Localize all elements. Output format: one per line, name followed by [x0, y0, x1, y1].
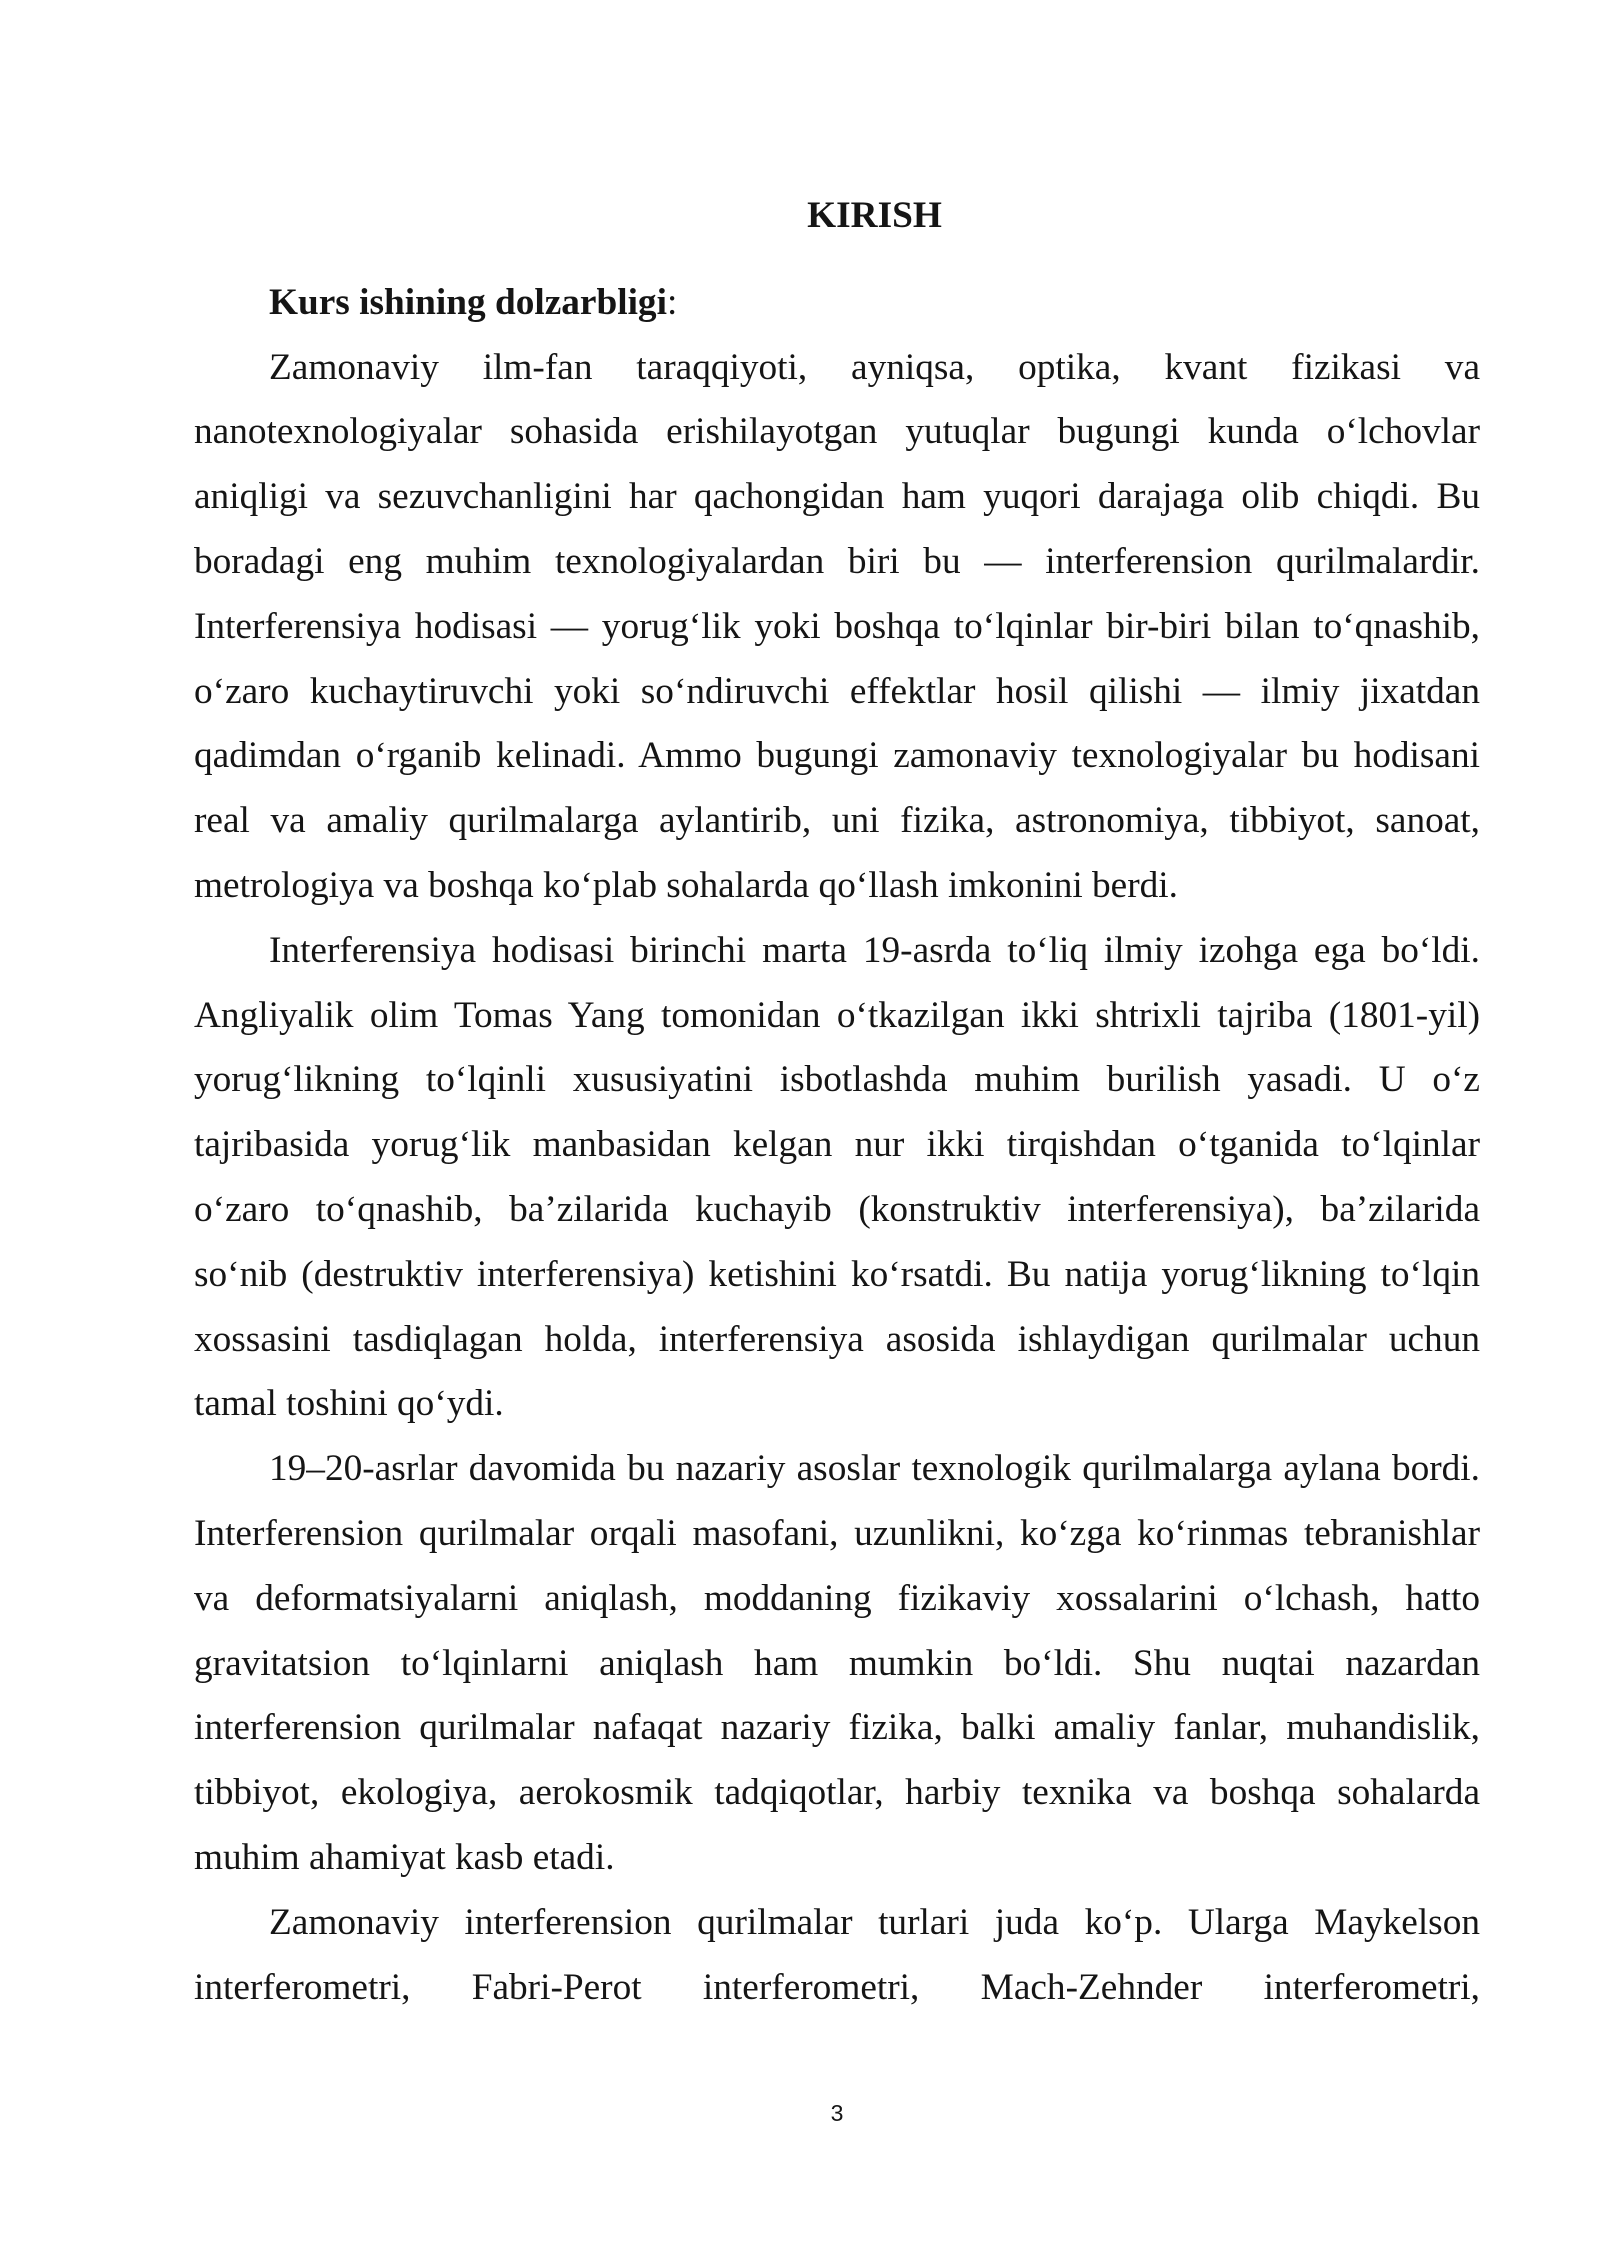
text-line: boradagi eng muhim texnologiyalardan biri bu — interferension qurilmalardir.	[194, 540, 1480, 582]
text-line: Interferensiya hodisasi — yorug‘lik yoki boshqa to‘lqinlar bir-biri bilan to‘qnashib,	[194, 605, 1480, 647]
text-line: tibbiyot, ekologiya, aerokosmik tadqiqotlar, harbiy texnika va boshqa sohalarda	[194, 1772, 1480, 1814]
paragraph	[194, 1437, 1480, 1891]
paragraph	[194, 919, 1480, 1437]
text-line: interferension qurilmalar nafaqat nazariy fizika, balki amaliy fanlar, muhandislik,	[194, 1707, 1480, 1749]
subheading	[194, 271, 1480, 336]
text-line: xossasini tasdiqlagan holda, interferensiya asosida ishlaydigan qurilmalar uchun	[194, 1318, 1480, 1360]
text-line: nanotexnologiyalar sohasida erishilayotgan yutuqlar bugungi kunda o‘lchovlar	[194, 411, 1480, 453]
paragraph	[194, 1891, 1480, 2021]
text-line: tajribasida yorug‘lik manbasidan kelgan nur ikki tirqishdan o‘tganida to‘lqinlar	[194, 1124, 1480, 1166]
text-line: 19–20-asrlar davomida bu nazariy asoslar texnologik qurilmalarga aylana bordi.	[269, 1448, 1480, 1490]
text-line: metrologiya va boshqa ko‘plab sohalarda qo‘llash imkonini berdi.	[194, 864, 1178, 906]
text-line: aniqligi va sezuvchanligini har qachongidan ham yuqori darajaga olib chiqdi. Bu	[194, 476, 1480, 518]
text-line: Zamonaviy interferension qurilmalar turlari juda ko‘p. Ularga Maykelson	[269, 1901, 1480, 1943]
text-line: Angliyalik olim Tomas Yang tomonidan o‘tkazilgan ikki shtrixli tajriba (1801-yil)	[194, 994, 1480, 1036]
text-line: qadimdan o‘rganib kelinadi. Ammo bugungi zamonaviy texnologiyalar bu hodisani	[194, 735, 1480, 777]
page-body	[194, 184, 1480, 2020]
text-line: real va amaliy qurilmalarga aylantirib, uni fizika, astronomiya, tibbiyot, sanoat,	[194, 800, 1480, 842]
text-line: va deformatsiyalarni aniqlash, moddaning fizikaviy xossalarini o‘lchash, hatto	[194, 1577, 1480, 1619]
text-line: yorug‘likning to‘lqinli xususiyatini isbotlashda muhim burilish yasadi. U o‘z	[194, 1059, 1480, 1101]
text-line: tamal toshini qo‘ydi.	[194, 1383, 504, 1425]
section-heading: KIRISH	[807, 195, 942, 236]
paragraph	[194, 336, 1480, 919]
subheading-title: Kurs ishining dolzarbligi	[269, 281, 667, 323]
text-line: so‘nib (destruktiv interferensiya) ketishini ko‘rsatdi. Bu natija yorug‘likning to‘lqin	[194, 1253, 1480, 1295]
text-line: o‘zaro kuchaytiruvchi yoki so‘ndiruvchi effektlar hosil qilishi — ilmiy jixatdan	[194, 670, 1480, 712]
text-line: Interferension qurilmalar orqali masofani, uzunlikni, ko‘zga ko‘rinmas tebranishlar	[194, 1512, 1480, 1554]
text-line: gravitatsion to‘lqinlarni aniqlash ham mumkin bo‘ldi. Shu nuqtai nazardan	[194, 1642, 1480, 1684]
subheading-colon: :	[666, 281, 678, 323]
text-line: muhim ahamiyat kasb etadi.	[194, 1836, 615, 1878]
text-line: Interferensiya hodisasi birinchi marta 19-asrda to‘liq ilmiy izohga ega bo‘ldi.	[269, 929, 1480, 971]
text-line: o‘zaro to‘qnashib, ba’zilarida kuchayib (konstruktiv interferensiya), ba’zilarida	[194, 1188, 1480, 1230]
text-line: Zamonaviy ilm-fan taraqqiyoti, ayniqsa, optika, kvant fizikasi va	[269, 346, 1480, 388]
text-line: interferometri, Fabri-Perot interferometri, Mach-Zehnder interferometri,	[194, 1966, 1480, 2008]
page-number: 3	[830, 2100, 844, 2126]
paragraphs	[194, 336, 1480, 2021]
